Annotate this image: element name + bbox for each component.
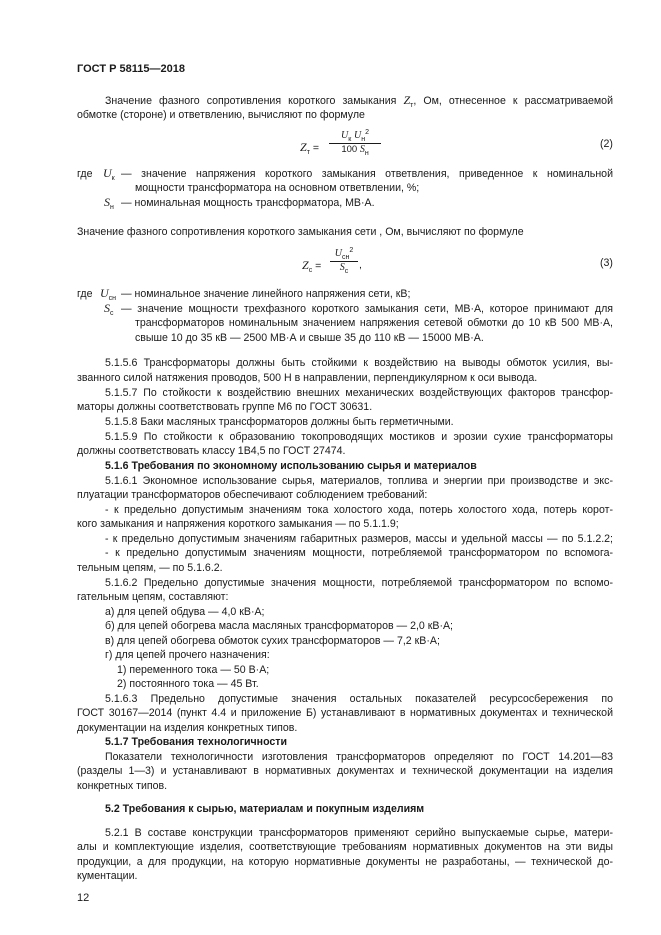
dash3-line2: тельным цепям, — по 5.1.6.2. — [77, 562, 223, 574]
p5159-line1: 5.1.5.9 По стойкости к образованию токопроводящих мостиков и эрозии сухие трансформаторы — [105, 431, 613, 443]
def-ucn: — номинальное значение линейного напряжения сети, кВ; — [121, 288, 411, 300]
p5158: 5.1.5.8 Баки масляных трансформаторов должны быть герметичными. — [105, 416, 454, 428]
p5156-line2: званного силой натяжения проводов, 500 Н в направлении, перпендикулярном к оси вывода. — [77, 372, 538, 384]
def-sc-line3: свыше 10 до 35 кВ — 2500 МВ·А и свыше 35 до 110 кВ — 15000 МВ·А. — [135, 332, 484, 344]
p5163-line2: ГОСТ 30167—2014 (пункт 4.4 и приложение Б) устанавливают в нормативных документах и технической — [77, 707, 613, 719]
def-sn: — номинальная мощность трансформатора, МВ·А. — [121, 197, 375, 209]
p5162-line2: гательным цепям, составляют: — [77, 591, 229, 603]
equation-number-2: (2) — [600, 138, 613, 150]
p521-line3: продукции, а для продукции, на которую нормативные документы не разработаны, — технической до- — [77, 856, 613, 868]
intro-formula2-line2: обмотке (стороне) и ответвлению, вычисляют по формуле — [77, 109, 365, 121]
symbol-sn: $S_н$ — [104, 195, 114, 212]
p5161-line2: плуатации трансформаторов обеспечивают соблюдением требований: — [77, 489, 428, 501]
p521-line2: алы и комплектующие изделия, соответствующие требованиям нормативных документов на эти виды — [77, 841, 613, 853]
where-label-3: где — [77, 288, 93, 300]
p517-line2: (разделы 1—3) и устанавливают в нормативных документах и технической документации на изделия — [77, 765, 613, 777]
p521-line1: 5.2.1 В составе конструкции трансформаторов применяют серийно выпускаемые сырье, матери- — [105, 827, 613, 839]
dash1-line2: кого замыкания и напряжения короткого замыкания — по 5.1.1.9; — [77, 518, 399, 530]
p5156-line1: 5.1.5.6 Трансформаторы должны быть стойкими к воздействию на выводы обмоток усилия, вы- — [105, 357, 613, 369]
where-label-2: где — [77, 168, 93, 180]
list-g-1: 1) переменного тока — 50 В·А; — [117, 664, 270, 676]
def-sc-line1: — значение мощности трехфазного короткого замыкания сети, МВ·А, которое принимают для — [121, 303, 613, 315]
p517-line3: конкретных типов. — [77, 780, 168, 792]
page-header: ГОСТ Р 58115—2018 — [77, 63, 185, 75]
heading-516: 5.1.6 Требования по экономному использованию сырья и материалов — [105, 460, 477, 472]
symbol-sc: $S_с$ — [104, 301, 114, 318]
heading-52: 5.2 Требования к сырью, материалам и покупным изделиям — [105, 803, 425, 815]
list-g: г) для цепей прочего назначения: — [105, 649, 270, 661]
def-sc-line2: трансформаторов номинальным значением напряжения сетевой обмотки до 10 кВ 500 МВ·А, — [135, 317, 613, 329]
list-v: в) для цепей обогрева обмоток сухих трансформаторов — 7,2 кВ·А; — [105, 635, 440, 647]
dash1-line1: - к предельно допустимым значениям тока холостого хода, потерь холостого хода, потерь корот- — [105, 504, 613, 516]
p517-line1: Показатели технологичности изготовления трансформаторов определяют по ГОСТ 14.201—83 — [105, 751, 613, 763]
p5163-line3: документации на изделия конкретных типов. — [77, 722, 298, 734]
symbol-ucn: $U_{сн}$ — [100, 286, 117, 303]
page-number: 12 — [77, 892, 90, 904]
p5163-line1: 5.1.6.3 Предельно допустимые значения остальных показателей ресурсосбережения по — [105, 693, 613, 705]
p521-line4: кументации. — [77, 870, 138, 882]
list-b: б) для цепей обогрева масла масляных трансформаторов — 2,0 кВ·А; — [105, 620, 453, 632]
formula-2: $Z_т$ = $U_к$ $U_н^2$ 100 $S_н$ — [300, 130, 420, 164]
p5162-line1: 5.1.6.2 Предельно допустимые значения мощности, потребляемой трансформатором по вспомо- — [105, 577, 613, 589]
def-uk-line1: — значение напряжения короткого замыкания ответвления, приведенное к номинальной — [121, 168, 613, 180]
intro-formula3: Значение фазного сопротивления короткого замыкания сети , Ом, вычисляют по формуле — [77, 226, 524, 238]
equation-number-3: (3) — [600, 257, 613, 269]
p5161-line1: 5.1.6.1 Экономное использование сырья, материалов, топлива и энергии при производстве и экс- — [105, 475, 613, 487]
heading-517: 5.1.7 Требования технологичности — [105, 736, 288, 748]
formula-3: $Z_с$ = $U_{сн}^2$ $S_с$ , — [302, 246, 362, 275]
symbol-uk: $U_к$ — [103, 166, 115, 183]
intro-formula2-line1: Значение фазного сопротивления короткого замыкания $Z_т$, Ом, отнесенное к рассматриваемой — [105, 93, 613, 110]
p5157-line2: маторы должны соответствовать группе М6 по ГОСТ 30631. — [77, 401, 373, 413]
p5159-line2: должны соответствовать классу 1В4,5 по ГОСТ 27474. — [77, 445, 346, 457]
dash3-line1: - к предельно допустимым значениям мощности, потребляемой трансформатором по вспомога- — [105, 547, 613, 559]
dash2: - к предельно допустимым значениям габаритных размеров, массы и удельной массы — по 5.1.2.2; — [105, 533, 613, 545]
p5157-line1: 5.1.5.7 По стойкости к воздействию внешних механических воздействующих факторов трансфор- — [105, 387, 613, 399]
list-a: а) для цепей обдува — 4,0 кВ·А; — [105, 606, 265, 618]
def-uk-line2: мощности трансформатора на основном ответвлении, %; — [135, 182, 420, 194]
list-g-2: 2) постоянного тока — 45 Вт. — [117, 678, 259, 690]
